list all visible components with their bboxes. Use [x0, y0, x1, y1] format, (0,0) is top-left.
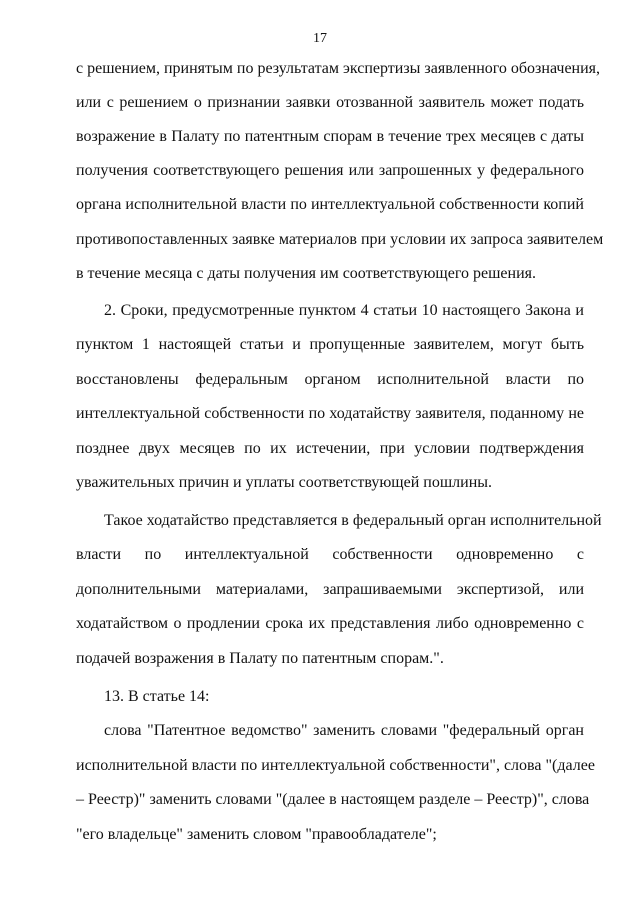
text-line: исполнительной власти по интеллектуальной собственности", слова "(далее [76, 757, 595, 774]
text-line: с решением, принятым по результатам экспертизы заявленного обозначения, [76, 60, 601, 77]
text-line: позднее двух месяцев по их истечении, при условии подтверждения [76, 440, 584, 457]
text-line: – Реестр)" заменить словами "(далее в настоящем разделе – Реестр)", слова [76, 791, 590, 808]
text-line: органа исполнительной власти по интеллектуальной собственности копий [76, 196, 584, 213]
text-line: восстановлены федеральным органом исполнительной власти по [76, 371, 584, 388]
page-number: 17 [313, 31, 327, 46]
text-line: слова "Патентное ведомство" заменить словами "федеральный орган [104, 722, 584, 739]
text-line: власти по интеллектуальной собственности одновременно с [76, 546, 584, 563]
text-line: дополнительными материалами, запрашиваемыми экспертизой, или [76, 581, 584, 598]
text-line: получения соответствующего решения или запрошенных у федерального [76, 162, 584, 179]
text-line: противопоставленных заявке материалов при условии их запроса заявителем [76, 231, 604, 248]
text-line: "его владельце" заменить словом "правообладателе"; [76, 826, 437, 843]
text-line: или с решением о признании заявки отозванной заявитель может подать [76, 94, 584, 111]
text-line: уважительных причин и уплаты соответствующей пошлины. [76, 474, 492, 491]
text-line: пунктом 1 настоящей статьи и пропущенные заявителем, могут быть [76, 336, 584, 353]
text-line: ходатайством о продлении срока их представления либо одновременно с [76, 615, 584, 632]
text-line: подачей возражения в Палату по патентным спорам.". [76, 650, 444, 667]
text-line: Такое ходатайство представляется в федеральный орган исполнительной [104, 512, 602, 529]
text-line: 13. В статье 14: [104, 688, 210, 705]
text-line: 2. Сроки, предусмотренные пунктом 4 статьи 10 настоящего Закона и [104, 302, 584, 319]
text-line: в течение месяца с даты получения им соответствующего решения. [76, 265, 536, 282]
text-line: интеллектуальной собственности по ходатайству заявителя, поданному не [76, 405, 584, 422]
text-line: возражение в Палату по патентным спорам в течение трех месяцев с даты [76, 128, 584, 145]
